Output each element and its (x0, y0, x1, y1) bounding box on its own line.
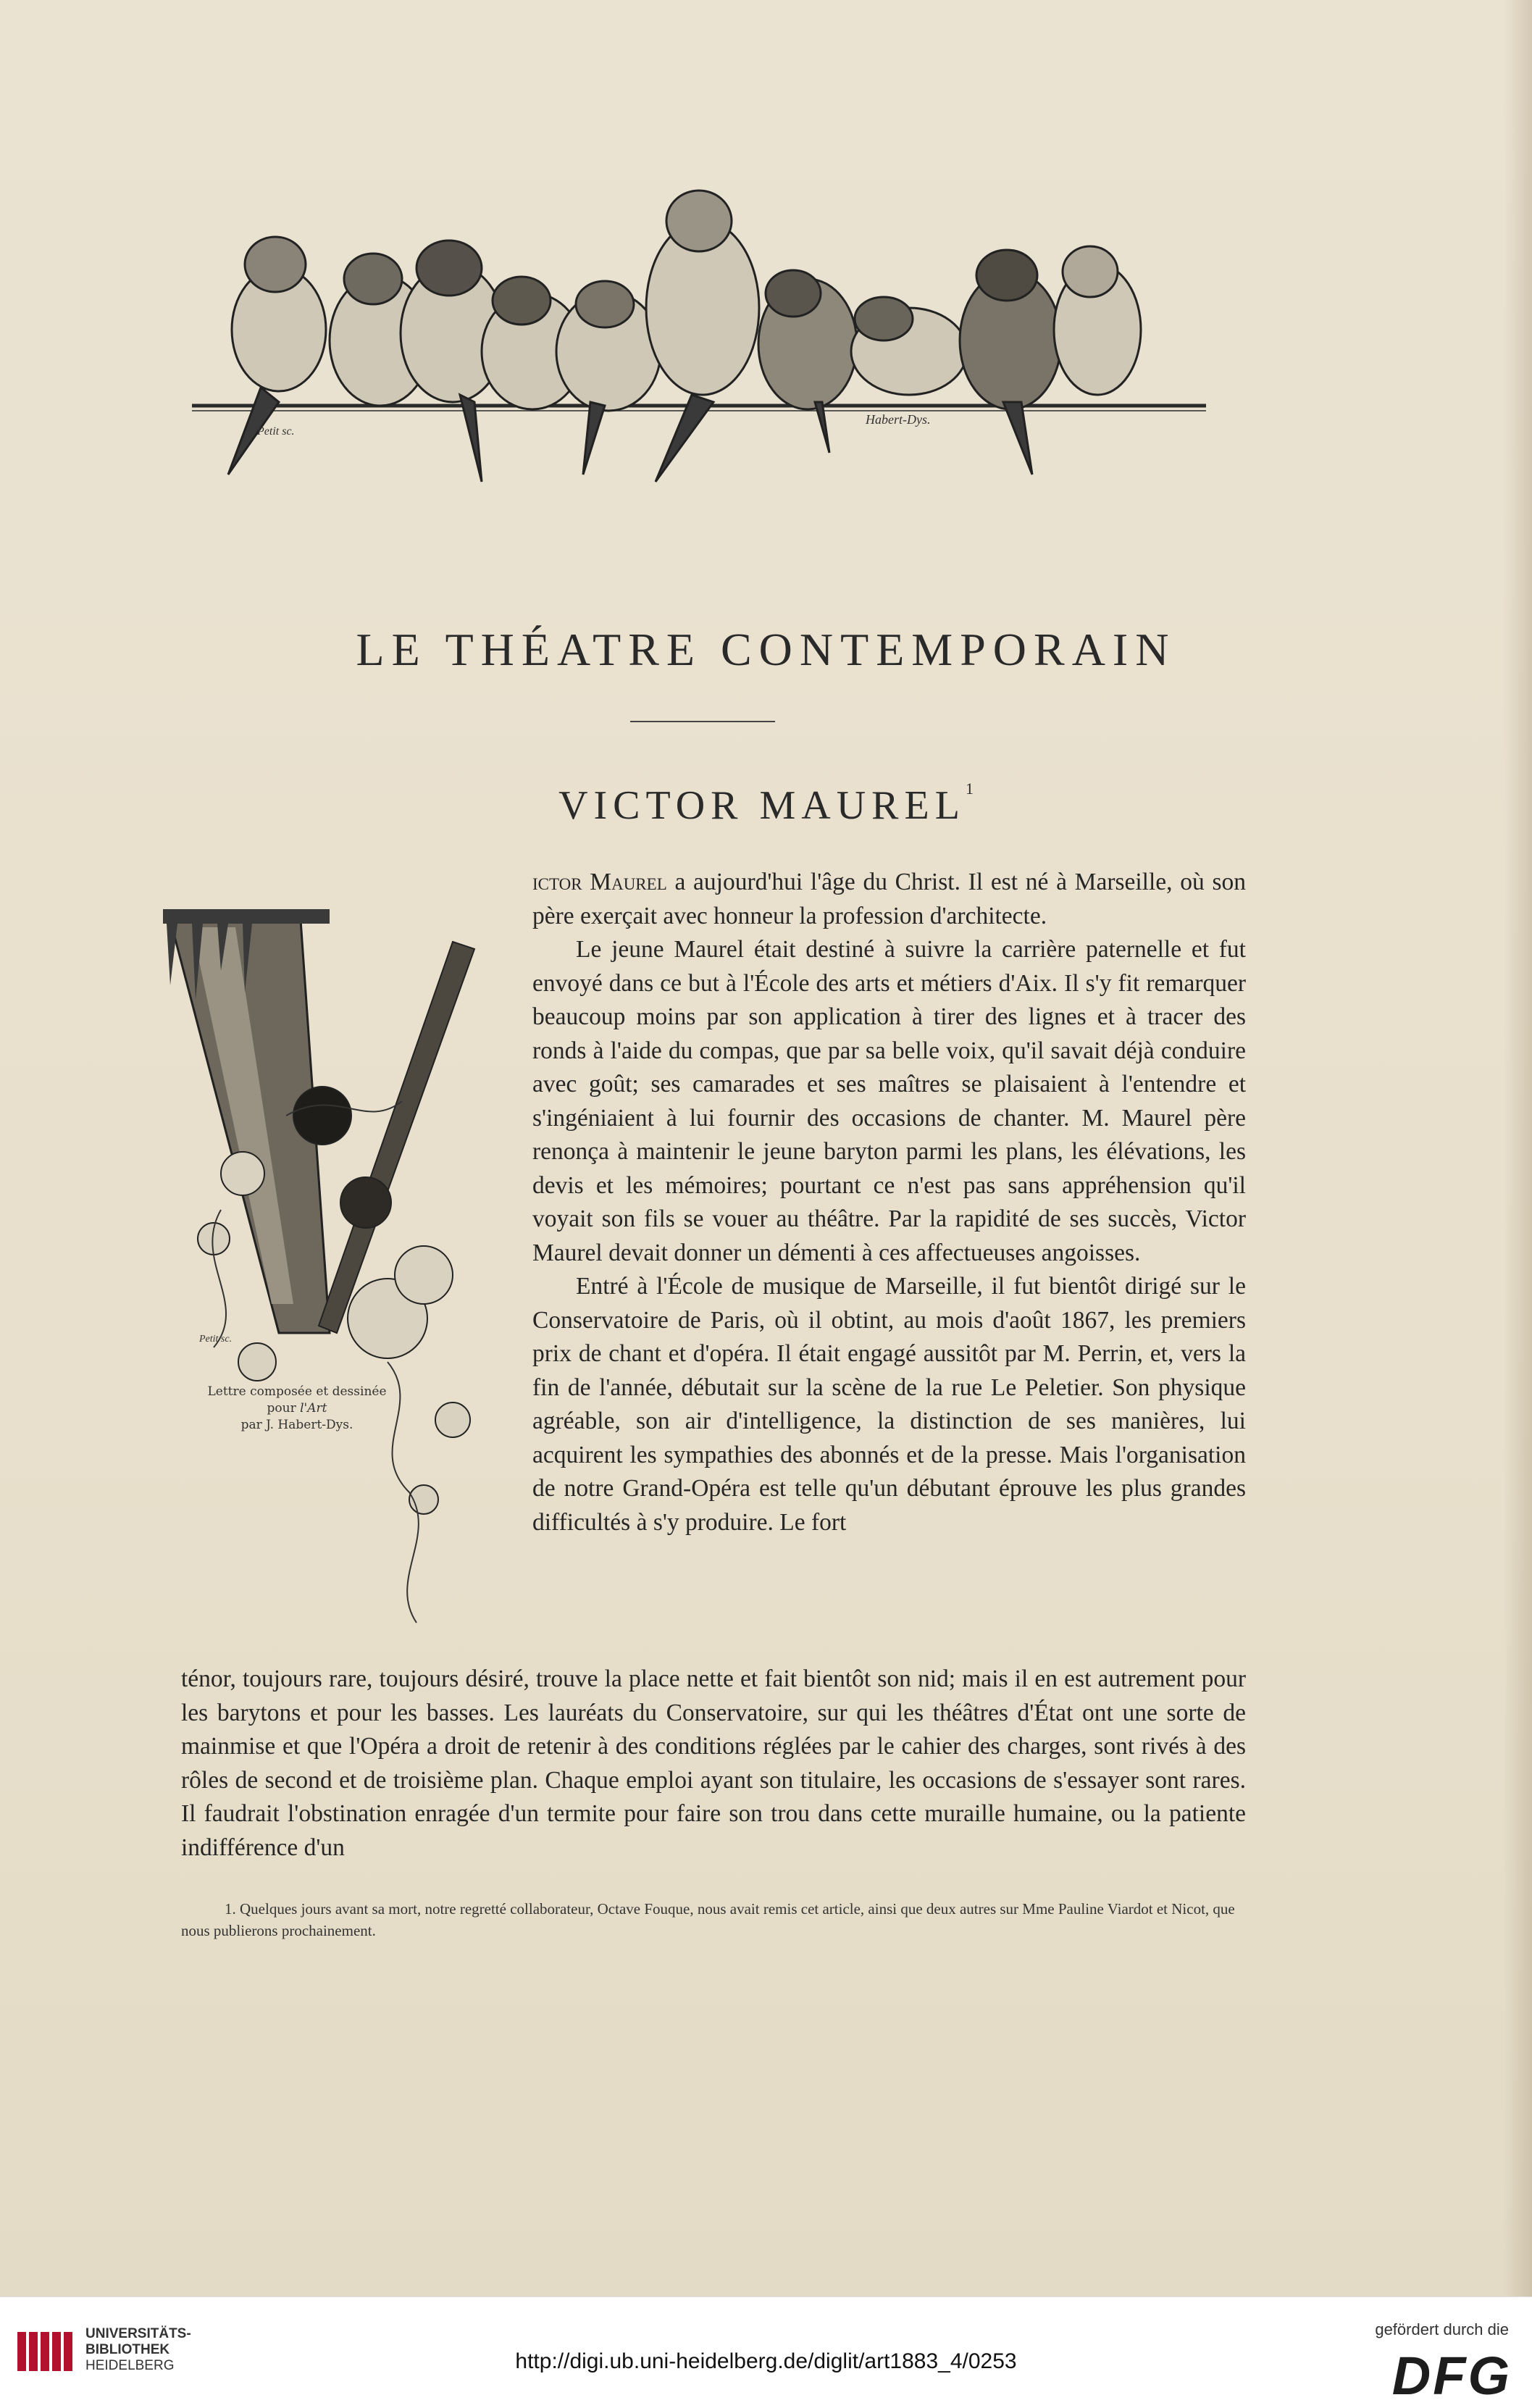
paragraph-2: Le jeune Maurel était destiné à suivre la carrière paternelle et fut envoyé dans ce but à l'École des arts et métiers d'Aix. Il s'y fit remarquer beaucoup moins par son application à tirer des lignes et à tracer des ronds à l'aide du compas, que par sa belle voix, qu'il savait déjà conduire avec goût; ses camarades et ses maîtres se plaisaient à l'entendre et s'ingéniaient à lui fournir des occasions de chanter. M. Maurel père renonça à maintenir le jeune baryton parmi les plans, les élévations, les devis et les mémoires; pourtant ce n'est pas sans appréhension qu'il voyait son fils se vouer au théâtre. Par la rapidité de ses succès, Victor Maurel devait donner un démenti à ces affectueuses angoisses. (532, 936, 1246, 1266)
permalink-url[interactable]: http://digi.ub.uni-heidelberg.de/diglit/art1883_4/0253 (515, 2349, 1017, 2373)
funding-label: gefördert durch die (1375, 2320, 1509, 2338)
article-title: LE THÉATRE CONTEMPORAIN (356, 624, 1176, 675)
initial-caption (181, 1384, 413, 1434)
footnote-text: 1. Quelques jours avant sa mort, notre regretté collaborateur, Octave Fouque, nous avait remis cet article, ainsi que deux autres sur Mme Pauline Viardot et Nicot, que nous publierons prochainement. (181, 1900, 1235, 1939)
birds-signature-right: Habert-Dys. (866, 412, 931, 427)
university-library-name: UNIVERSITÄTS- BIBLIOTHEK HEIDELBERG (85, 2326, 191, 2373)
digital-library-footer (0, 2296, 1532, 2408)
birds-on-branch-illustration (192, 185, 1206, 496)
birds-signature-left: Petit sc. (257, 425, 295, 438)
footnote-marker: 1 (965, 779, 974, 798)
paragraph-1: ictor Maurel a aujourd'hui l'âge du Christ. Il est né à Marseille, où son père exerçait avec honneur la profession d'architecte. (532, 869, 1246, 929)
caption-line-3: par J. Habert-Dys. (240, 1418, 353, 1432)
paragraph-3-column: Entré à l'École de musique de Marseille, il fut bientôt dirigé sur le Conservatoire de Paris, où il obtint, au mois d'août 1867, les premiers prix de chant et d'opéra. Il était engagé aussitôt par M. Perrin, et, vers la fin de l'année, débutait sur la scène de la rue Le Peletier. Son physique agréable, son air d'intelligence, la distinction de ses manières, lui acquirent les sympathies des abonnés et de la presse. Mais l'organisation de notre Grand-Opéra est telle qu'un débutant éprouve les plus grandes difficultés à s'y produire. Le fort (532, 1273, 1246, 1536)
subtitle-text: VICTOR MAUREL (558, 783, 966, 828)
paragraph-3-full-width: ténor, toujours rare, toujours désiré, trouve la place nette et fait bientôt son nid; mais il en est autrement pour les barytons et pour les basses. Les lauréats du Conservatoire, sur qui les théâtres d'État ont une sorte de mainmise et que l'Opéra a droit de retenir à des conditions réglées par le cahier des charges, sont rivés à des rôles de second et de troisième plan. Chaque emploi ayant son titulaire, les occasions de s'essayer sont rares. Il faudrait l'obstination enragée d'un termite pour faire son trou dans cette muraille humaine, ou la patiente indifférence d'un (181, 1665, 1246, 1861)
paragraph-1-lead: ictor Maurel (532, 869, 667, 895)
title-divider (630, 721, 775, 722)
caption-line-1: Lettre composée et dessinée (207, 1384, 387, 1399)
decorative-initial-v (148, 898, 554, 1637)
article-column-text (532, 866, 1246, 1539)
caption-line-2: pour l'Art (267, 1401, 327, 1416)
caption-italic: l'Art (300, 1401, 327, 1416)
initial-signature: Petit sc. (199, 1334, 233, 1345)
article-subtitle (0, 779, 1532, 829)
footnote (181, 1898, 1246, 1941)
dfg-logo[interactable]: DFG (1391, 2346, 1512, 2406)
